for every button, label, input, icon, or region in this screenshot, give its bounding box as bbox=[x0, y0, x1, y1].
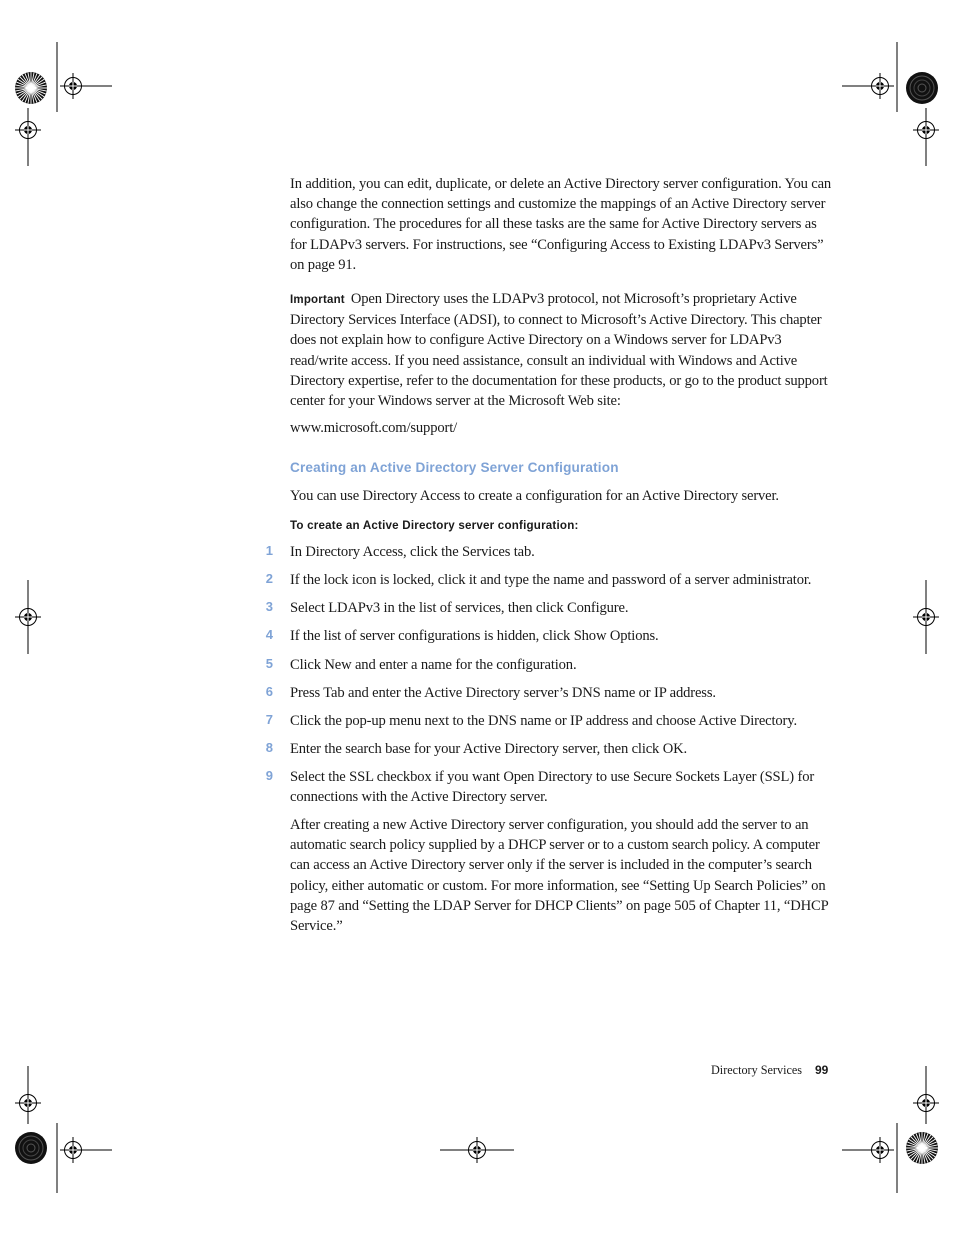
step-number: 3 bbox=[265, 599, 273, 614]
step-number: 2 bbox=[265, 571, 273, 586]
important-text: Open Directory uses the LDAPv3 protocol, not Microsoft’s proprietary Active Directory Services Interface (ADSI), to connect to Microsoft’s Active Directory. This chapter does not explain how to configure Active Directory on a Windows server for LDAPv3 read/write access. If you need assistance, consult an individual with Windows and Active Directory expertise, refer to the documentation for these products, or go to the product support center for your Windows server at the Microsoft Web site: bbox=[290, 291, 828, 410]
step-number: 9 bbox=[265, 768, 273, 783]
step-number: 7 bbox=[265, 712, 273, 727]
step-number: 1 bbox=[265, 543, 273, 558]
step-text: Select the SSL checkbox if you want Open Directory to use Secure Sockets Layer (SSL) for connections with the Active Directory server. bbox=[290, 769, 815, 806]
page-number: 99 bbox=[815, 1063, 829, 1077]
support-url: www.microsoft.com/support/ bbox=[290, 420, 458, 436]
important-label: Important bbox=[290, 294, 345, 306]
intro-paragraph: In addition, you can edit, duplicate, or delete an Active Directory server configuration. You can also change the connection settings and customize the mappings of an Active Directory server configuration. The procedures for all these tasks are the same for Active Directory servers as for LDAPv3 servers. For instructions, see “Configuring Access to Existing LDAPv3 Servers” on page 91. bbox=[290, 176, 832, 273]
step-text: Select LDAPv3 in the list of services, then click Configure. bbox=[290, 600, 629, 616]
step-number: 4 bbox=[265, 627, 273, 642]
step-number: 5 bbox=[265, 656, 273, 671]
step-text: If the lock icon is locked, click it and type the name and password of a server administrator. bbox=[290, 572, 812, 588]
step-text: Enter the search base for your Active Directory server, then click OK. bbox=[290, 741, 687, 757]
footer-section-title: Directory Services bbox=[711, 1063, 803, 1077]
step-text: Press Tab and enter the Active Directory server’s DNS name or IP address. bbox=[290, 685, 716, 701]
section-heading: Creating an Active Directory Server Configuration bbox=[290, 460, 619, 475]
closing-paragraph: After creating a new Active Directory server configuration, you should add the server to an automatic search policy supplied by a DHCP server or to a custom search policy. A computer can access an Active Directory server only if the server is included in the computer’s search policy, either automatic or custom. For more information, see “Setting Up Search Policies” on page 87 and “Setting the LDAP Server for DHCP Clients” on page 505 of Chapter 11, “DHCP Service.” bbox=[290, 817, 829, 935]
important-note bbox=[290, 289, 835, 411]
step-text: If the list of server configurations is hidden, click Show Options. bbox=[290, 628, 659, 644]
step-text: Click New and enter a name for the configuration. bbox=[290, 657, 577, 673]
step-text: Click the pop-up menu next to the DNS name or IP address and choose Active Directory. bbox=[290, 713, 797, 729]
step-number: 6 bbox=[265, 684, 273, 699]
step-number: 8 bbox=[265, 740, 273, 755]
procedure-title: To create an Active Directory server configuration: bbox=[290, 519, 579, 532]
section-intro: You can use Directory Access to create a configuration for an Active Directory server. bbox=[290, 488, 779, 504]
step-text: In Directory Access, click the Services tab. bbox=[290, 544, 535, 560]
